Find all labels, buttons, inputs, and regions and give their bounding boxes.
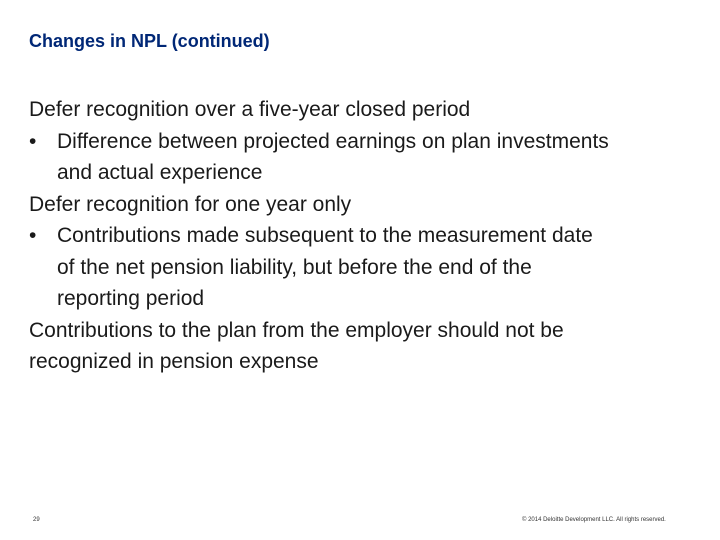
bullet-icon: • bbox=[29, 129, 37, 153]
body-line: Contributions to the plan from the employer should not be bbox=[29, 318, 564, 342]
slide-body bbox=[29, 94, 699, 378]
bullet-icon: • bbox=[29, 224, 37, 247]
bullet-item bbox=[29, 220, 699, 315]
body-line: Defer recognition over a five-year closed period bbox=[29, 98, 471, 121]
bullet-text: Contributions made subsequent to the measurement date bbox=[57, 224, 593, 247]
copyright-notice: © 2014 Deloitte Development LLC. All rights reserved. bbox=[522, 517, 666, 523]
bullet-text: Difference between projected earnings on plan investments bbox=[57, 129, 609, 153]
bullet-text: and actual experience bbox=[57, 161, 263, 184]
slide-title: Changes in NPL (continued) bbox=[29, 31, 270, 51]
page-number: 29 bbox=[33, 517, 40, 523]
body-line: Defer recognition for one year only bbox=[29, 192, 352, 216]
bullet-text: reporting period bbox=[57, 287, 205, 310]
body-line: recognized in pension expense bbox=[29, 350, 319, 373]
bullet-item bbox=[29, 126, 699, 189]
bullet-text: of the net pension liability, but before the end of the bbox=[57, 255, 532, 279]
